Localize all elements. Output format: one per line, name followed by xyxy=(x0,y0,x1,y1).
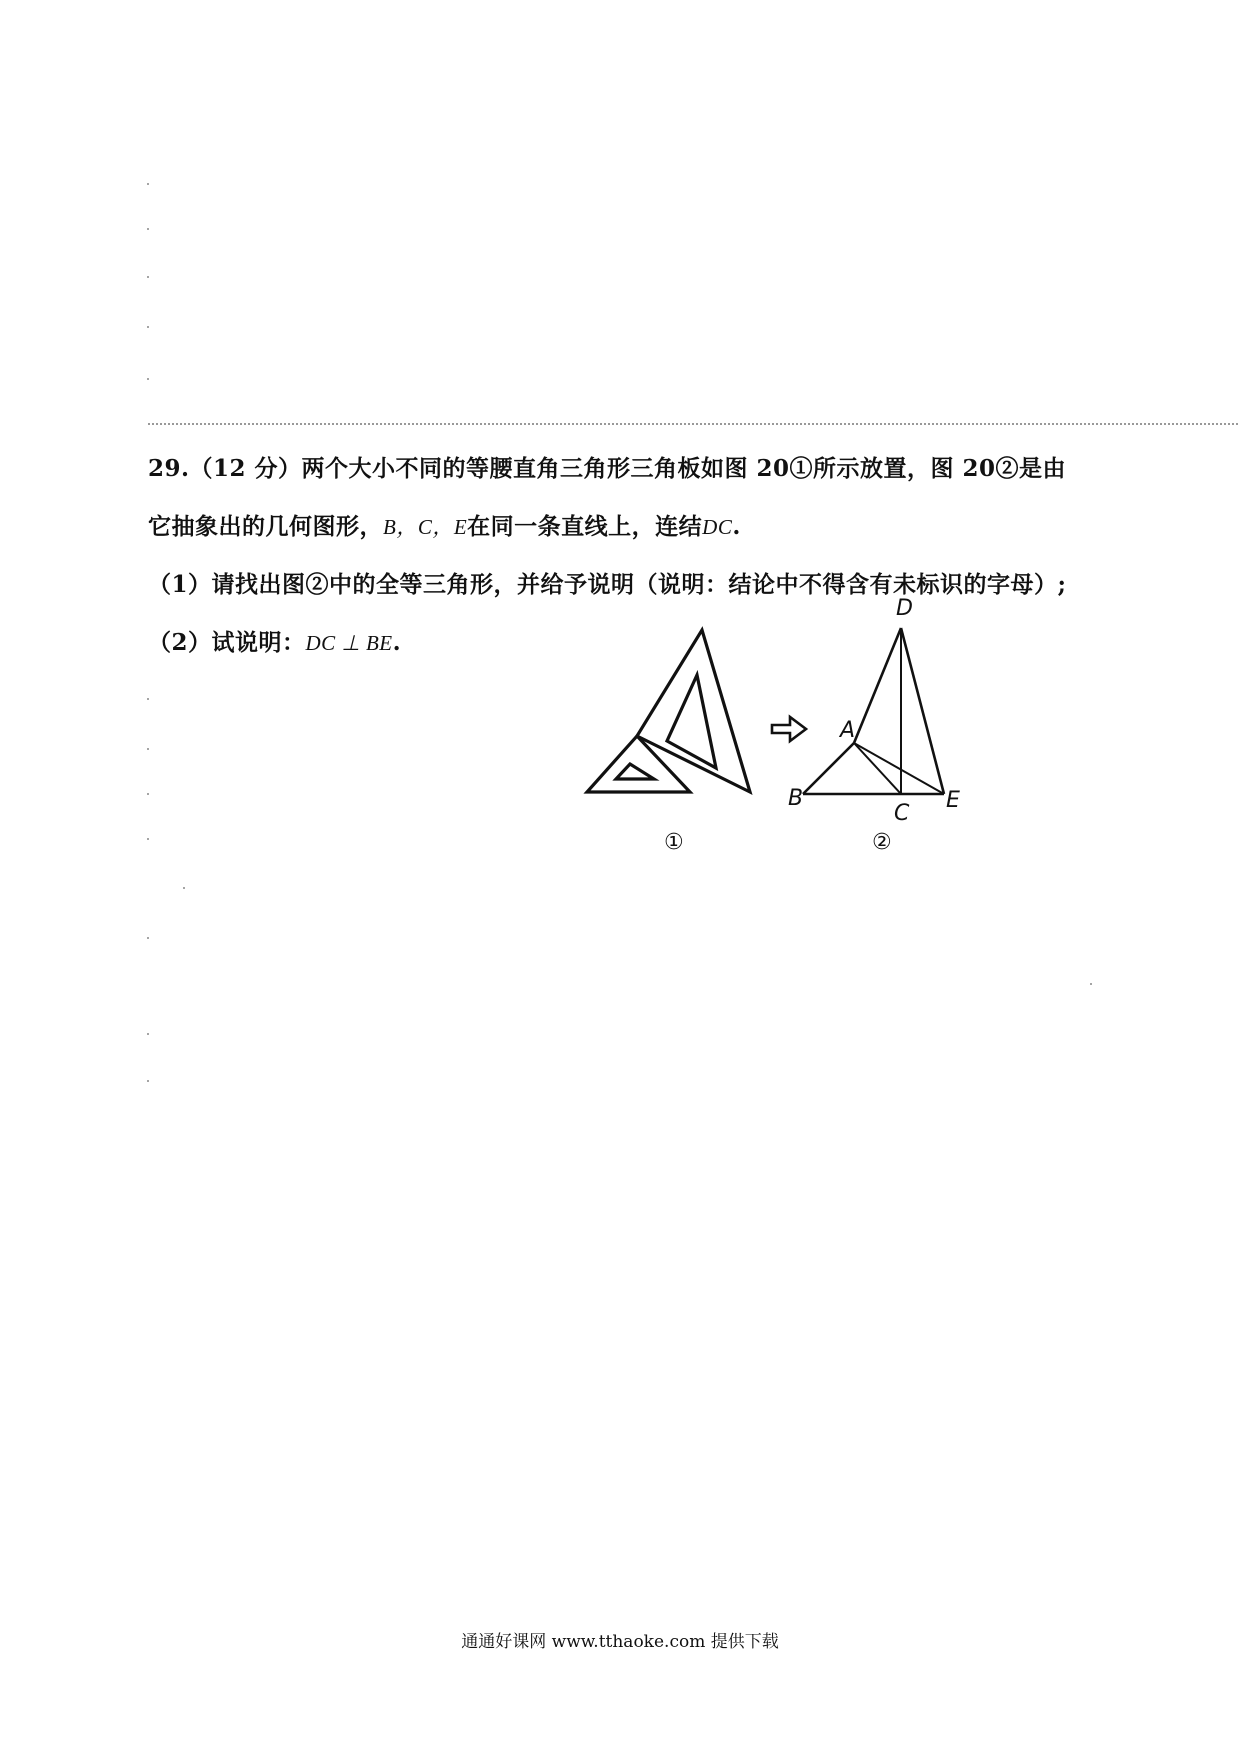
figure-2-caption: ② xyxy=(872,830,892,855)
part-2-text xyxy=(148,624,401,657)
figure-area xyxy=(580,596,1010,872)
segment-ac xyxy=(854,743,901,794)
segment-ae xyxy=(854,743,944,794)
part-2-end: . xyxy=(392,629,402,656)
hollow-right-arrow-icon xyxy=(772,717,806,741)
figure-1-caption: ① xyxy=(664,830,684,855)
cut-line xyxy=(148,423,1238,425)
figure-1-drawing xyxy=(587,630,750,792)
part-2-prefix: （2）试说明： xyxy=(148,629,306,656)
perpendicular-statement: DC ⊥ BE xyxy=(305,631,393,655)
question-line-2-end: . xyxy=(732,513,741,540)
large-set-square-outer xyxy=(637,630,750,792)
figure-svg xyxy=(580,608,1010,868)
question-line-2-middle: 在同一条直线上，连结 xyxy=(467,513,703,540)
label-c: C xyxy=(894,801,910,826)
question-line-2 xyxy=(148,508,741,541)
part-1-text: （1）请找出图②中的全等三角形，并给予说明（说明：结论中不得含有未标识的字母）; xyxy=(148,571,1067,598)
segment-ad xyxy=(854,628,901,743)
points-bce: B，C，E xyxy=(383,515,468,539)
question-line-2-prefix: 它抽象出的几何图形， xyxy=(148,513,383,540)
label-a: A xyxy=(840,718,856,743)
segment-de xyxy=(901,628,944,794)
label-b: B xyxy=(788,786,804,811)
label-d: D xyxy=(896,596,913,621)
figure-2-drawing xyxy=(803,628,944,794)
segment-ba xyxy=(803,743,854,794)
label-e: E xyxy=(946,788,960,813)
segment-dc: DC xyxy=(702,515,733,539)
small-set-square-inner xyxy=(616,764,654,779)
question-line-1: 29.（12 分）两个大小不同的等腰直角三角形三角板如图 20①所示放置，图 20②是由 xyxy=(148,455,1067,482)
page-footer: 通通好课网 www.tthaoke.com 提供下载 xyxy=(461,1632,779,1652)
